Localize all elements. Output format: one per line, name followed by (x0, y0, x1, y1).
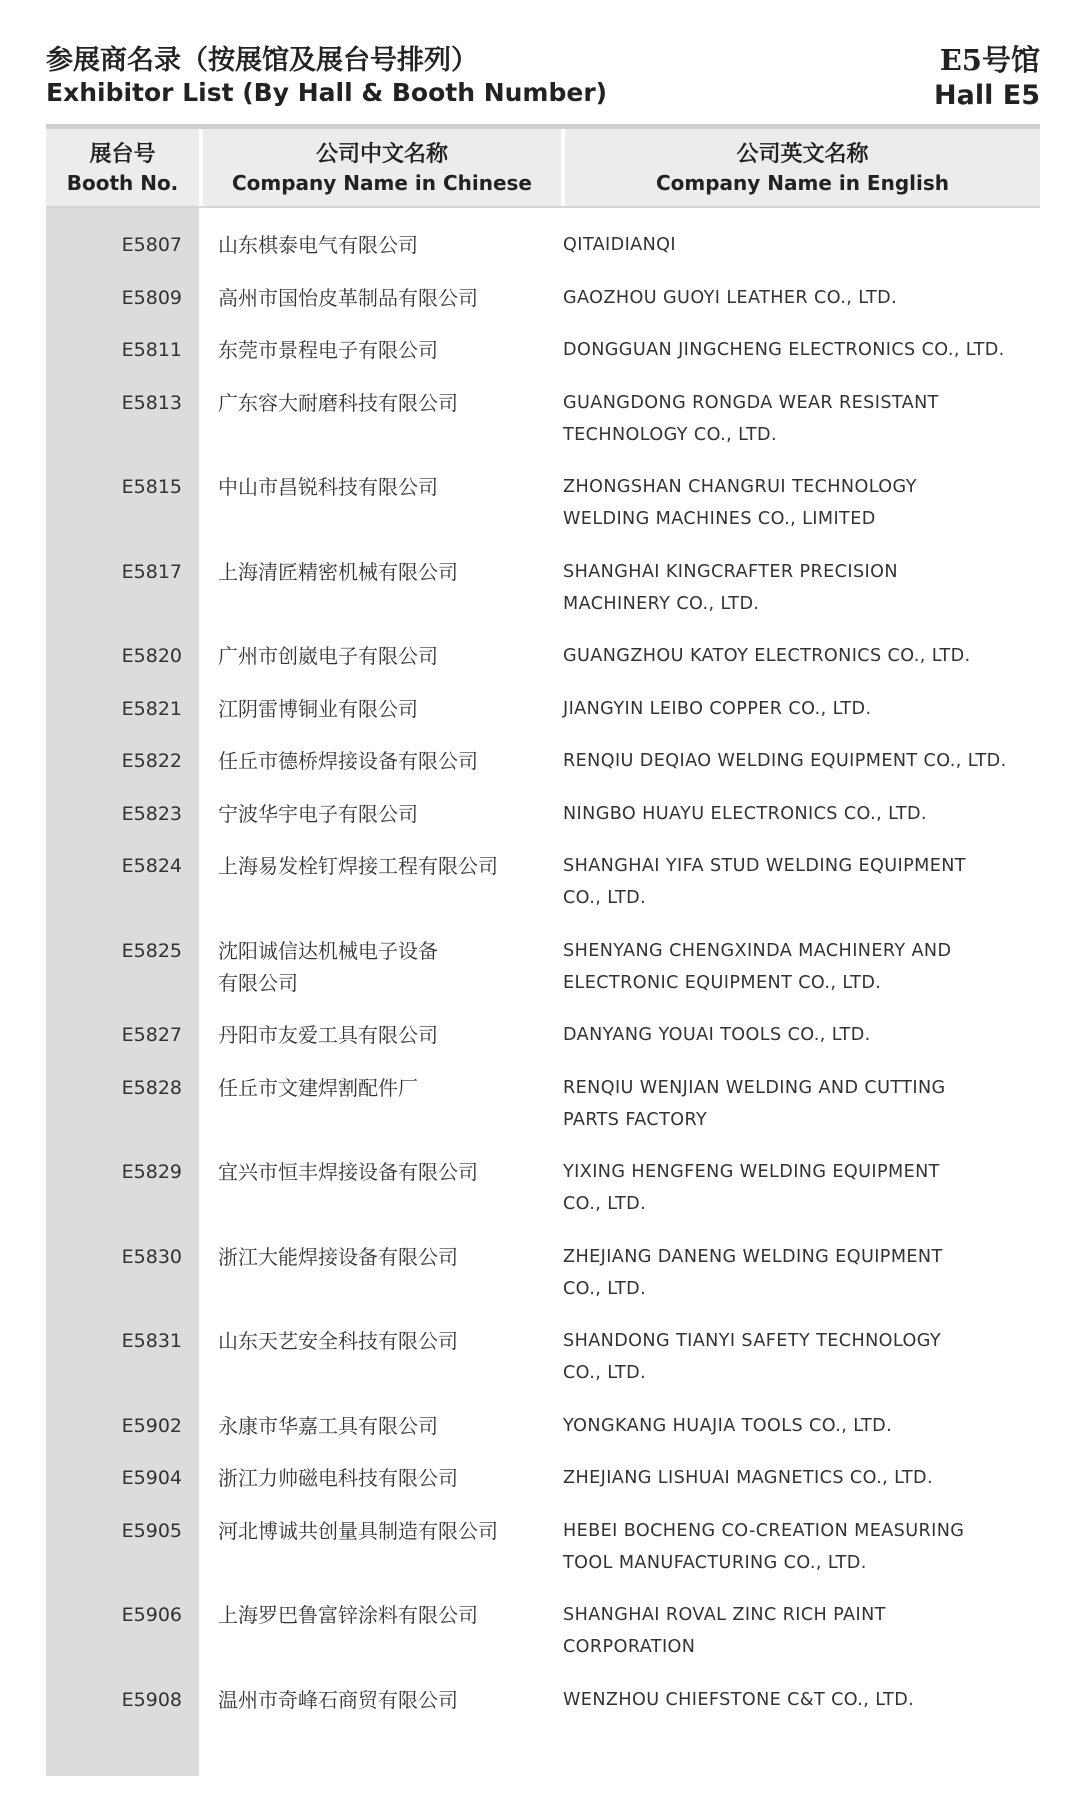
booth-number: E5817 (121, 560, 182, 583)
company-name-chinese: 东莞市景程电子有限公司 (218, 338, 438, 362)
company-name-chinese: 江阴雷博铜业有限公司 (218, 696, 418, 721)
column-header-booth-chinese: 展台号 (89, 141, 156, 167)
booth-number: E5820 (121, 645, 182, 667)
page-title-english: Exhibitor List (By Hall & Booth Number) (46, 78, 608, 107)
booth-number: E5821 (121, 697, 182, 720)
table-row (0, 1241, 1080, 1326)
booth-number: E5831 (121, 1330, 182, 1352)
booth-number: E5807 (121, 234, 182, 256)
table-row (0, 387, 1080, 472)
exhibitor-table (0, 229, 1080, 1736)
company-name-english: DONGGUAN JINGCHENG ELECTRONICS CO., LTD. (563, 340, 1005, 360)
company-name-english: HEBEI BOCHENG CO-CREATION MEASURING TOOL MANUFACTURING CO., LTD. (563, 1520, 965, 1573)
company-name-chinese: 宁波华宇电子有限公司 (218, 801, 418, 826)
booth-number: E5830 (121, 1245, 182, 1268)
booth-number: E5823 (121, 802, 182, 825)
column-header-company-english-en: Company Name in English (655, 171, 950, 195)
company-name-english: SHENYANG CHENGXINDA MACHINERY AND ELECTRONIC EQUIPMENT CO., LTD. (563, 940, 952, 993)
table-row (0, 850, 1080, 935)
booth-number: E5827 (121, 1024, 182, 1046)
booth-number: E5908 (121, 1688, 182, 1711)
column-header-company-english (565, 129, 1040, 206)
company-name-chinese: 任丘市德桥焊接设备有限公司 (218, 749, 478, 773)
page-header (46, 36, 1040, 116)
table-row (0, 1684, 1080, 1737)
company-name-chinese: 广州市创崴电子有限公司 (218, 644, 438, 668)
booth-number: E5825 (121, 939, 182, 962)
booth-number: E5902 (121, 1414, 182, 1437)
company-name-chinese: 中山市昌锐科技有限公司 (218, 475, 438, 499)
column-header-booth-english: Booth No. (66, 171, 179, 195)
booth-number: E5829 (121, 1161, 182, 1183)
booth-number: E5822 (121, 750, 182, 772)
company-name-english: ZHEJIANG DANENG WELDING EQUIPMENT CO., LTD. (563, 1246, 943, 1299)
company-name-english: SHANGHAI YIFA STUD WELDING EQUIPMENT CO., LTD. (563, 856, 966, 908)
table-row (0, 798, 1080, 851)
table-row (0, 1156, 1080, 1241)
table-row (0, 1599, 1080, 1684)
company-name-chinese: 浙江力帅磁电科技有限公司 (218, 1466, 458, 1490)
company-name-english: WENZHOU CHIEFSTONE C&T CO., LTD. (563, 1689, 915, 1710)
booth-number: E5904 (121, 1467, 182, 1489)
company-name-chinese: 温州市奇峰石商贸有限公司 (218, 1687, 458, 1712)
company-name-english: SHANDONG TIANYI SAFETY TECHNOLOGY CO., LTD. (563, 1331, 942, 1383)
company-name-chinese: 山东天艺安全科技有限公司 (218, 1329, 458, 1353)
column-header-booth (46, 129, 199, 206)
booth-number: E5815 (121, 476, 182, 498)
company-name-chinese: 上海罗巴鲁富锌涂料有限公司 (218, 1603, 478, 1627)
hall-label-english: Hall E5 (934, 80, 1040, 111)
column-header-company-chinese (203, 129, 561, 206)
column-header-company-chinese-en: Company Name in Chinese (231, 171, 532, 195)
column-header-company-chinese-cn: 公司中文名称 (315, 141, 448, 167)
company-name-english: ZHEJIANG LISHUAI MAGNETICS CO., LTD. (563, 1468, 933, 1488)
company-name-english: ZHONGSHAN CHANGRUI TECHNOLOGY WELDING MACHINES CO., LIMITED (563, 477, 917, 529)
company-name-chinese: 浙江大能焊接设备有限公司 (218, 1244, 458, 1269)
table-row (0, 1515, 1080, 1600)
table-row (0, 1072, 1080, 1157)
company-name-english: QITAIDIANQI (563, 235, 677, 255)
table-row (0, 640, 1080, 693)
table-row (0, 1410, 1080, 1463)
company-name-chinese: 宜兴市恒丰焊接设备有限公司 (218, 1160, 478, 1184)
table-row (0, 282, 1080, 335)
company-name-chinese: 永康市华嘉工具有限公司 (218, 1413, 438, 1438)
table-row (0, 229, 1080, 282)
table-row (0, 745, 1080, 798)
company-name-chinese: 高州市国怡皮革制品有限公司 (218, 285, 478, 310)
company-name-english: GAOZHOU GUOYI LEATHER CO., LTD. (563, 287, 898, 308)
company-name-english: GUANGZHOU KATOY ELECTRONICS CO., LTD. (563, 646, 971, 666)
company-name-english: NINGBO HUAYU ELECTRONICS CO., LTD. (563, 803, 927, 824)
company-name-english: RENQIU WENJIAN WELDING AND CUTTING PARTS FACTORY (563, 1077, 946, 1130)
booth-number: E5824 (121, 855, 182, 877)
company-name-chinese: 上海清匠精密机械有限公司 (218, 559, 458, 584)
booth-number: E5809 (121, 286, 182, 309)
company-name-chinese: 上海易发栓钉焊接工程有限公司 (218, 854, 498, 878)
table-row (0, 935, 1080, 1020)
company-name-english: SHANGHAI KINGCRAFTER PRECISION MACHINERY CO., LTD. (563, 561, 898, 614)
booth-number: E5813 (121, 391, 182, 414)
table-row (0, 556, 1080, 641)
company-name-english: RENQIU DEQIAO WELDING EQUIPMENT CO., LTD. (563, 751, 1007, 771)
table-row (0, 693, 1080, 746)
hall-label-chinese: E5号馆 (939, 43, 1040, 77)
page-title-chinese: 参展商名录（按展馆及展台号排列） (46, 45, 478, 76)
table-row (0, 1462, 1080, 1515)
company-name-chinese: 广东容大耐磨科技有限公司 (218, 390, 458, 415)
table-row (0, 471, 1080, 556)
company-name-english: DANYANG YOUAI TOOLS CO., LTD. (563, 1025, 871, 1045)
company-name-english: SHANGHAI ROVAL ZINC RICH PAINT CORPORATION (563, 1605, 886, 1657)
table-row (0, 1019, 1080, 1072)
company-name-english: YONGKANG HUAJIA TOOLS CO., LTD. (563, 1415, 893, 1436)
company-name-chinese: 沈阳诚信达机械电子设备 有限公司 (218, 938, 438, 995)
company-name-chinese: 山东棋泰电气有限公司 (218, 233, 418, 257)
booth-number: E5828 (121, 1076, 182, 1099)
booth-number: E5906 (121, 1604, 182, 1626)
booth-number: E5905 (121, 1519, 182, 1542)
company-name-english: GUANGDONG RONGDA WEAR RESISTANT TECHNOLOGY CO., LTD. (563, 392, 939, 445)
company-name-english: JIANGYIN LEIBO COPPER CO., LTD. (563, 698, 872, 719)
company-name-english: YIXING HENGFENG WELDING EQUIPMENT CO., LTD. (563, 1162, 940, 1214)
company-name-chinese: 任丘市文建焊割配件厂 (218, 1075, 418, 1100)
company-name-chinese: 河北博诚共创量具制造有限公司 (218, 1518, 498, 1543)
table-row (0, 334, 1080, 387)
table-row (0, 1325, 1080, 1410)
company-name-chinese: 丹阳市友爱工具有限公司 (218, 1023, 438, 1047)
column-header-company-english-cn: 公司英文名称 (736, 141, 869, 167)
booth-number: E5811 (121, 339, 182, 361)
